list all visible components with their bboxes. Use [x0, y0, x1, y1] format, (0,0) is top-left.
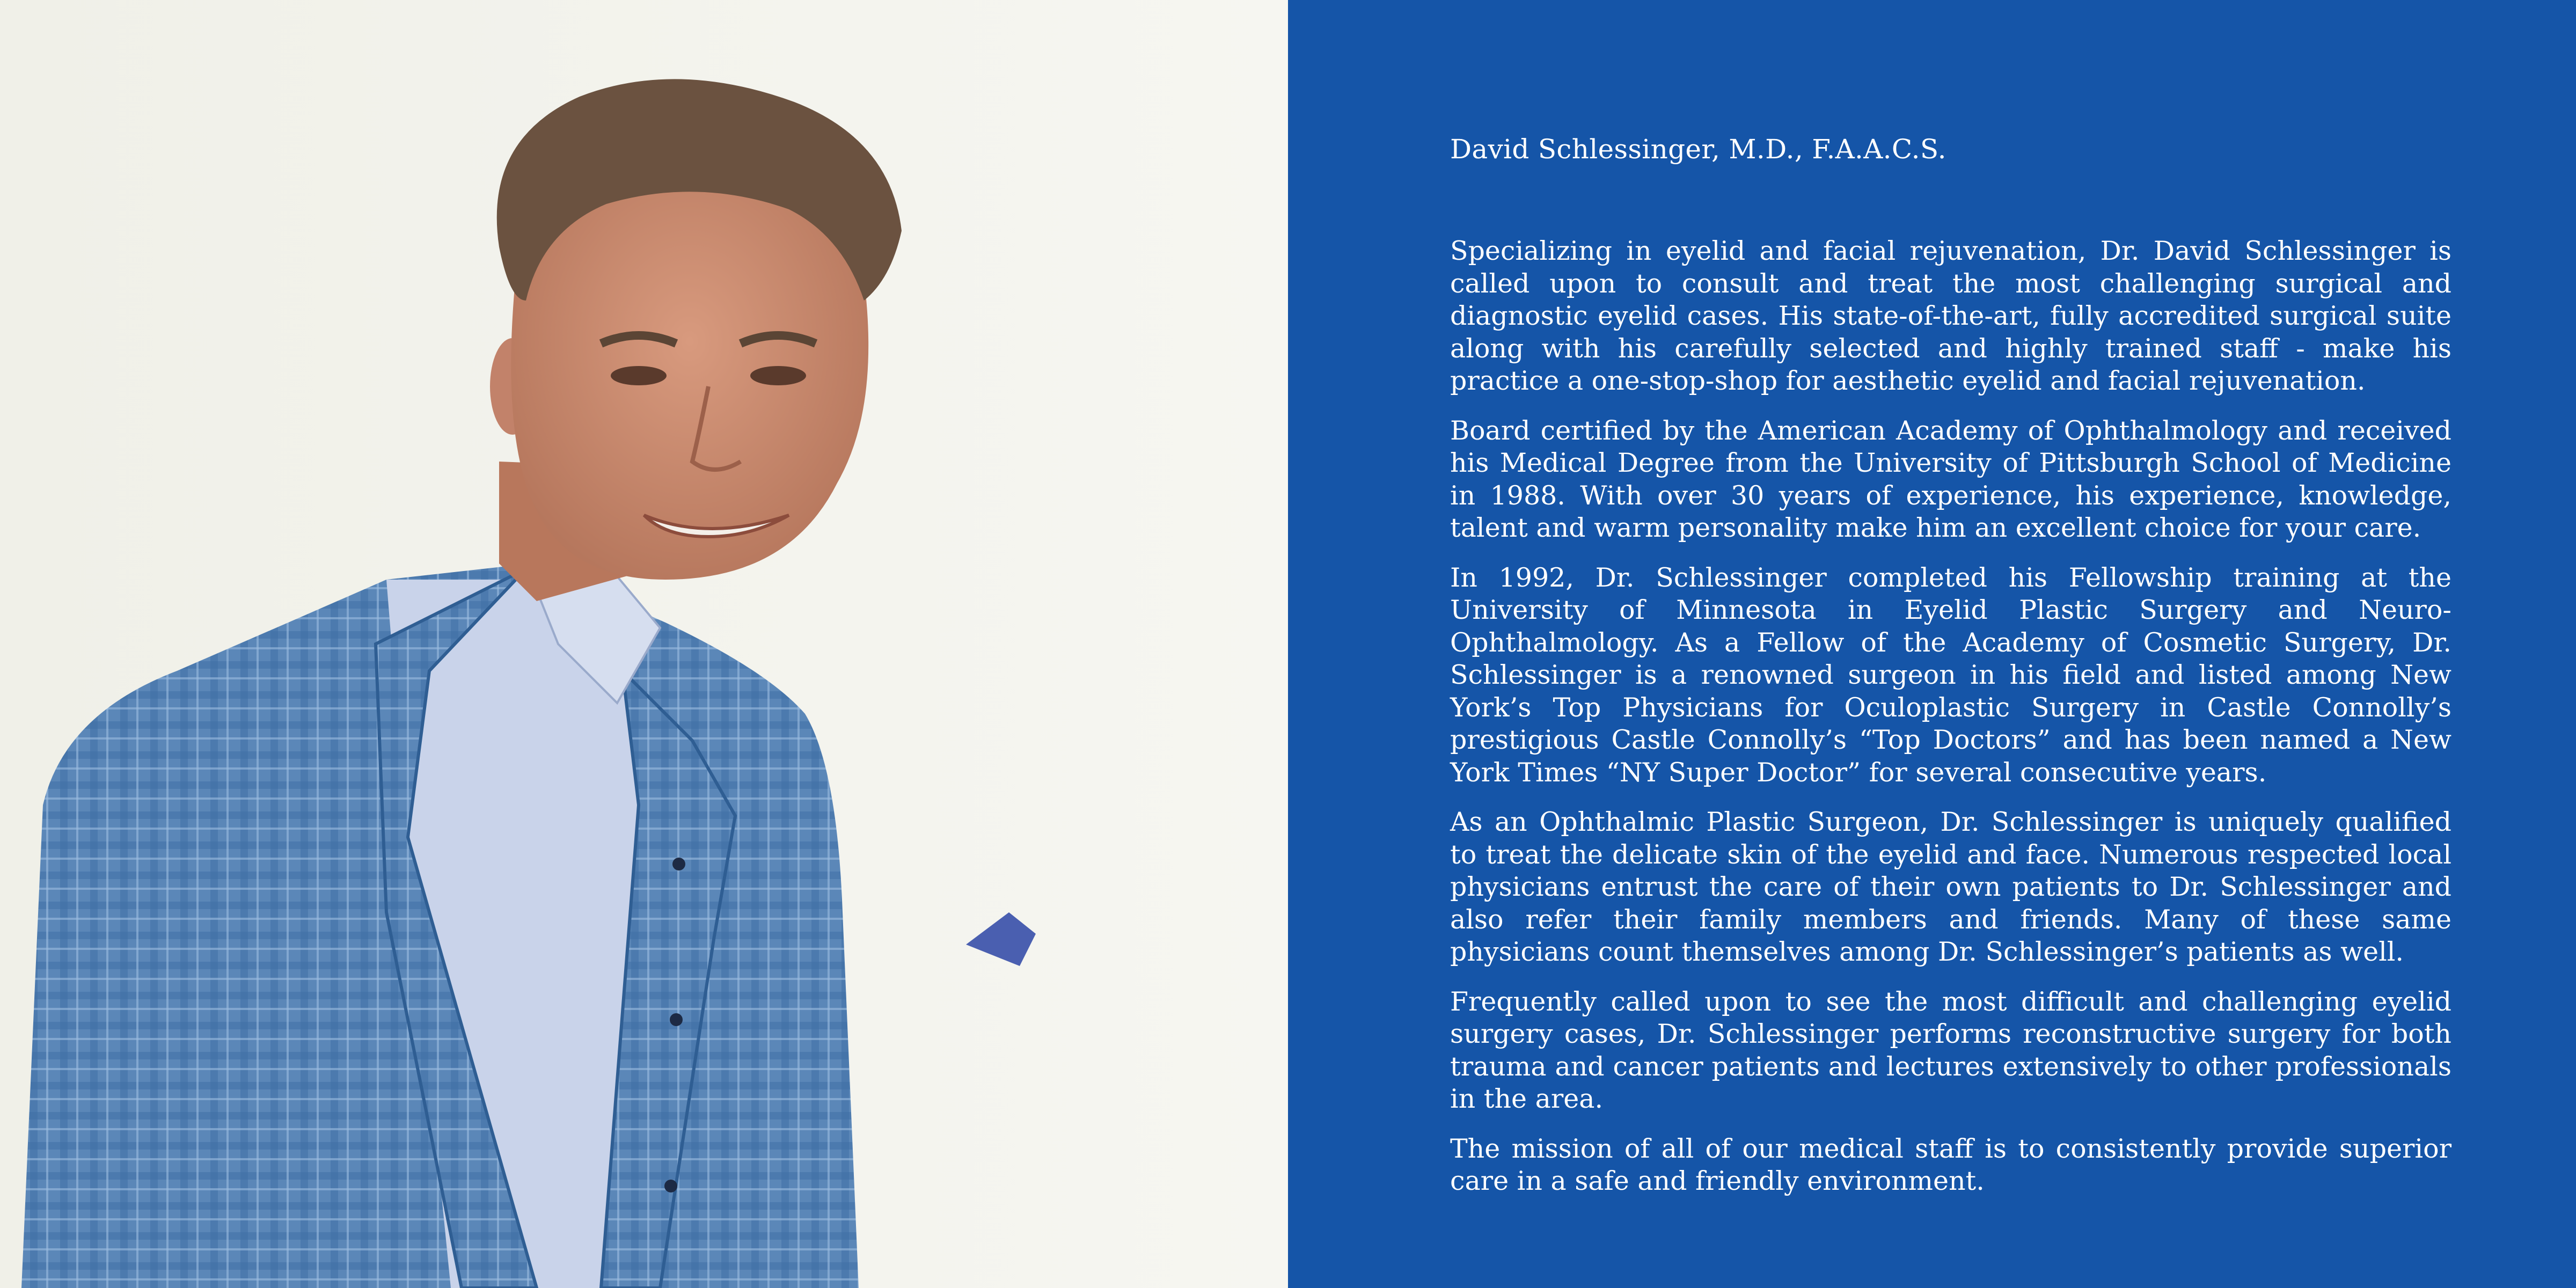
doctor-name: David Schlessinger, M.D., F.A.A.C.S.	[1450, 134, 1946, 165]
bio-paragraph: Board certified by the American Academy of Ophthalmology and received his Medical Degree from the University of Pittsburgh School of Medicine in 1988. With over 30 years of experience, his experience, knowledge, talent and warm personality make him an excellent choice for your care.	[1450, 415, 2451, 543]
shirt-button	[670, 1013, 683, 1026]
bio-paragraph: Frequently called upon to see the most difficult and challenging eyelid surgery cases, Dr. Schlessinger performs reconstructive surgery for both trauma and cancer patients and lectures extensively to other professionals in the area.	[1450, 986, 2451, 1114]
shirt-button	[664, 1180, 677, 1192]
bio-paragraph: In 1992, Dr. Schlessinger completed his Fellowship training at the University of Minnesota in Eyelid Plastic Surgery and Neuro-Ophthalmology. As a Fellow of the Academy of Cosmetic Surgery, Dr. Schlessinger is a renowned surgeon in his field and listed among New York’s Top Physicians for Oculoplastic Surgery in Castle Connolly’s prestigious Castle Connolly’s “Top Doctors” and has been named a New York Times “NY Super Doctor” for several consecutive years.	[1450, 562, 2451, 788]
bio-paragraph: Specializing in eyelid and facial rejuvenation, Dr. David Schlessinger is called upon to consult and treat the most challenging surgical and diagnostic eyelid cases. His state-of-the-art, fully accredited surgical suite along with his carefully selected and highly trained staff - make his practice a one-stop-shop for aesthetic eyelid and facial rejuvenation.	[1450, 236, 2451, 396]
bio-text	[1450, 235, 2451, 1215]
eye-right	[750, 366, 806, 385]
shirt-button	[672, 858, 685, 870]
bio-paragraph: As an Ophthalmic Plastic Surgeon, Dr. Schlessinger is uniquely qualified to treat the delicate skin of the eyelid and face. Numerous respected local physicians entrust the care of their own patients to Dr. Schlessinger and also refer their family members and friends. Many of these same physicians count themselves among Dr. Schlessinger’s patients as well.	[1450, 807, 2451, 967]
eye-left	[611, 366, 667, 385]
bio-panel	[1288, 0, 2576, 1288]
bio-paragraph: The mission of all of our medical staff is to consistently provide superior care in a safe and friendly environment.	[1450, 1133, 2451, 1196]
